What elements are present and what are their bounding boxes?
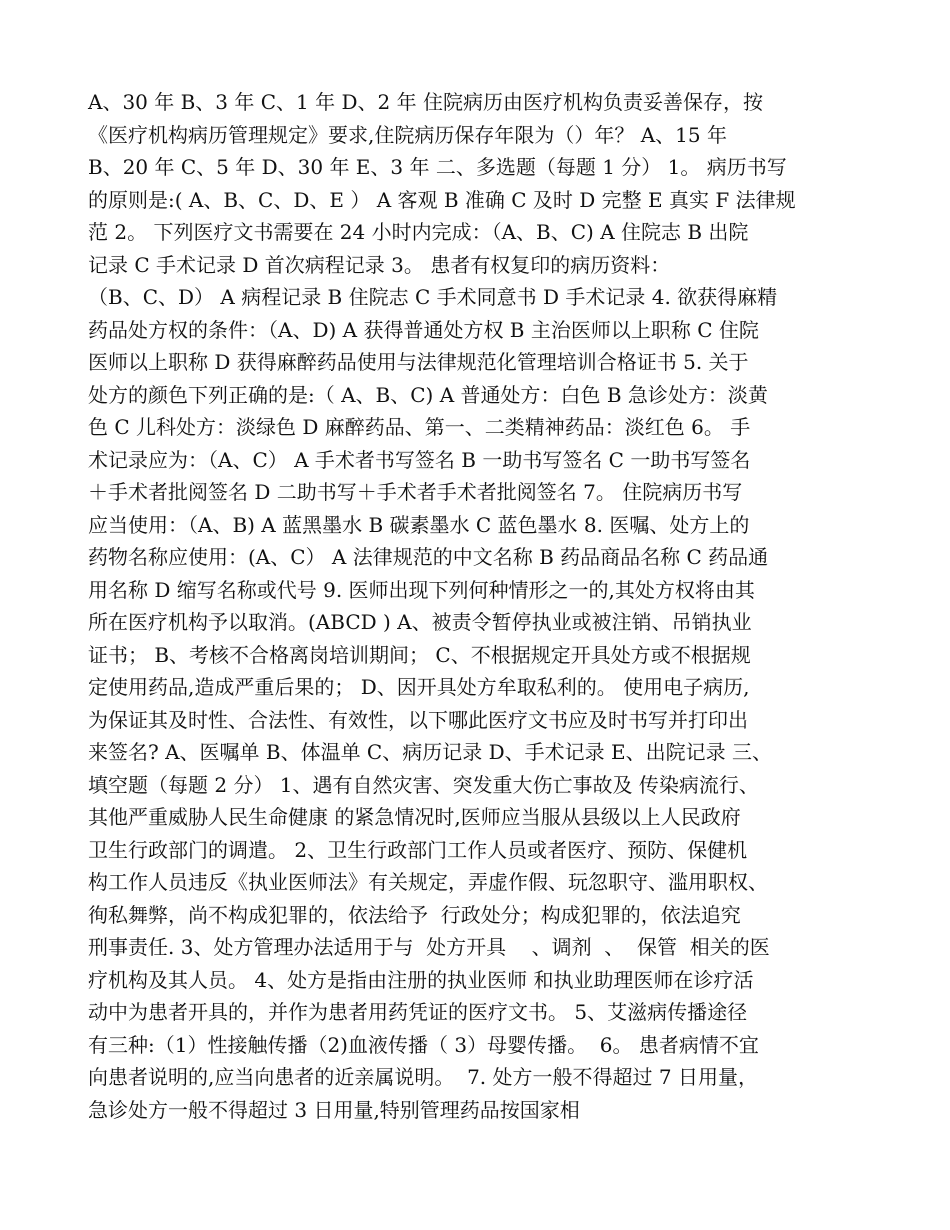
text-line: 医师以上职称 D 获得麻醉药品使用与法律规范化管理培训合格证书 5. 关于	[88, 350, 749, 374]
text-line: 构工作人员违反《执业医师法》有关规定，弄虚作假、玩忽职守、滥用职权、	[88, 870, 768, 894]
text-line: 其他严重威胁人民生命健康 的紧急情况时,医师应当服从县级以上人民政府	[88, 805, 741, 829]
text-line: 徇私舞弊，尚不构成犯罪的，依法给予 行政处分；构成犯罪的，依法追究	[88, 902, 741, 927]
text-line: 来签名? A、医嘱单 B、体温单 C、病历记录 D、手术记录 E、出院记录 三、	[88, 740, 772, 764]
text-line: 术记录应为：（A、C） A 手术者书写签名 B 一助书写签名 C 一助书写签名	[88, 447, 751, 472]
text-line: ＋手术者批阅签名 D 二助书写＋手术者手术者批阅签名 7。 住院病历书写	[88, 480, 743, 504]
text-line: 药品处方权的条件：（A、D) A 获得普通处方权 B 主治医师以上职称 C 住院	[88, 317, 759, 342]
text-line: 范 2。 下列医疗文书需要在 24 小时内完成：（A、B、C) A 住院志 B 出院	[88, 220, 749, 244]
text-line: 应当使用：（A、B) A 蓝黑墨水 B 碳素墨水 C 蓝色墨水 8. 医嘱、处方上的	[88, 512, 750, 537]
text-line: 卫生行政部门的调遣。 2、卫生行政部门工作人员或者医疗、预防、保健机	[88, 837, 748, 862]
text-line: 所在医疗机构予以取消。(ABCD ) A、被责令暂停执业或被注销、吊销执业	[88, 610, 752, 634]
text-line: 定使用药品,造成严重后果的； D、因开具处方牟取私利的。 使用电子病历,	[88, 675, 750, 699]
text-line: 向患者说明的,应当向患者的近亲属说明。 7. 处方一般不得超过 7 日用量，	[88, 1065, 758, 1089]
text-line: 刑事责任. 3、处方管理办法适用于与 处方开具 、调剂 、 保管 相关的医	[88, 935, 770, 959]
text-line: 的原则是:( A、B、C、D、E ） A 客观 B 准确 C 及时 D 完整 E 真实 F 法律规	[88, 187, 796, 212]
text-line: 用名称 D 缩写名称或代号 9. 医师出现下列何种情形之一的,其处方权将由其	[88, 577, 755, 602]
text-line: 《医疗机构病历管理规定》要求,住院病历保存年限为（）年？ A、15 年	[88, 122, 727, 147]
text-line: A、30 年 B、3 年 C、1 年 D、2 年 住院病历由医疗机构负责妥善保存，按	[88, 90, 763, 114]
text-line: 证书； B、考核不合格离岗培训期间； C、不根据规定开具处方或不根据规	[88, 642, 751, 667]
text-line: 药物名称应使用：(A、C） A 法律规范的中文名称 B 药品商品名称 C 药品通	[88, 545, 769, 569]
text-line: 疗机构及其人员。 4、处方是指由注册的执业医师 和执业助理医师在诊疗活	[88, 967, 754, 992]
text-line: 有三种:（1）性接触传播（2)血液传播（ 3）母婴传播。 6。 患者病情不宜	[88, 1032, 759, 1057]
text-line: 急诊处方一般不得超过 3 日用量,特别管理药品按国家相	[88, 1097, 580, 1122]
text-line: 记录 C 手术记录 D 首次病程记录 3。 患者有权复印的病历资料：	[88, 252, 671, 277]
text-line: 处方的颜色下列正确的是:（ A、B、C) A 普通处方：白色 B 急诊处方：淡黄	[88, 382, 768, 407]
text-line: 动中为患者开具的，并作为患者用药凭证的医疗文书。 5、艾滋病传播途径	[88, 1000, 748, 1024]
text-line: B、20 年 C、5 年 D、30 年 E、3 年 二、多选题（每题 1 分） 1。 病历书写	[88, 155, 787, 179]
text-line: 色 C 儿科处方：淡绿色 D 麻醉药品、第一、二类精神药品：淡红色 6。 手	[88, 415, 751, 439]
text-line: 为保证其及时性、合法性、有效性，以下哪此医疗文书应及时书写并打印出	[88, 707, 748, 732]
document-body	[88, 86, 868, 1126]
text-line: 填空题（每题 2 分） 1、遇有自然灾害、突发重大伤亡事故及 传染病流行、	[88, 772, 759, 797]
text-line: （B、C、D） A 病程记录 B 住院志 C 手术同意书 D 手术记录 4. 欲获得麻精	[88, 285, 778, 309]
